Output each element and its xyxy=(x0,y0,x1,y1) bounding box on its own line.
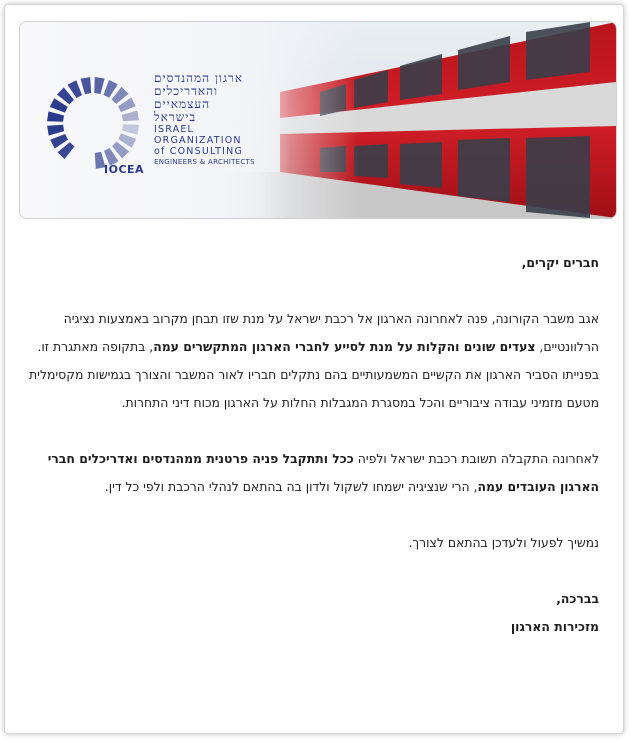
iocea-logo-icon xyxy=(44,74,142,172)
org-name-hebrew-1: ארגון המהנדסים xyxy=(154,71,244,85)
org-name-hebrew-2: והאדריכלים xyxy=(154,84,219,98)
org-name-hebrew-4: בישראל xyxy=(154,110,197,124)
logo-ring-segment xyxy=(47,125,64,136)
paragraph-3: לאחרונה התקבלה תשובת רכבת ישראל ולפיה ככל ותתקבל פניה פרטנית ממהנדסים ואדריכלים חברי הארגון העובדים עמה, הרי שנציגיה ישמחו לשקול ולדון בה בהתאם לנהלי הרכבת ולפי כל דין. xyxy=(47,451,599,494)
logo-ring-segment xyxy=(94,77,104,94)
logo-ring-segment xyxy=(122,124,139,134)
greeting: חברים יקרים, xyxy=(521,255,599,270)
signature: מזכירות הארגון xyxy=(510,619,599,634)
org-name-english-1: ISRAEL xyxy=(154,124,195,135)
letter-body xyxy=(29,249,599,641)
logo-ring-segment xyxy=(47,111,64,121)
logo-area xyxy=(20,22,290,218)
org-name-english-2: ORGANIZATION xyxy=(154,135,242,146)
org-abbreviation: IOCEA xyxy=(104,163,145,176)
header-banner xyxy=(19,21,617,219)
logo-ring-segment xyxy=(122,111,139,122)
paragraph-2: בפנייתו הסביר הארגון את הקשיים המשמעותיים בהם נתקלים חבריו לאור המשבר והצורך בגמישות מקסימלית מטעם מזמיני עבודה ציבוריים והכל במסגרת המגבלות החלות על הארגון מכוח דיני התחרות. xyxy=(29,367,599,410)
org-name-hebrew-3: העצמאיים xyxy=(154,97,211,111)
org-name-english-4: ENGINEERS & ARCHITECTS xyxy=(154,158,255,166)
closing: בברכה, xyxy=(556,591,599,606)
org-name-english-3: of CONSULTING xyxy=(154,146,244,157)
organization-name xyxy=(154,72,264,168)
newsletter-frame xyxy=(4,4,624,734)
logo-ring-segment xyxy=(81,77,92,94)
paragraph-1: אגב משבר הקורונה, פנה לאחרונה הארגון אל רכבת ישראל על מנת שזו תבחן מקרוב באמצעות נציגיה הרלוונטיים, צעדים שונים והקלות על מנת לסייע לחברי הארגון המתקשרים עמה, בתקופה מאתגרת זו. xyxy=(37,311,599,354)
paragraph-4: נמשיך לפעול ולעדכן בהתאם לצורך. xyxy=(408,535,599,550)
